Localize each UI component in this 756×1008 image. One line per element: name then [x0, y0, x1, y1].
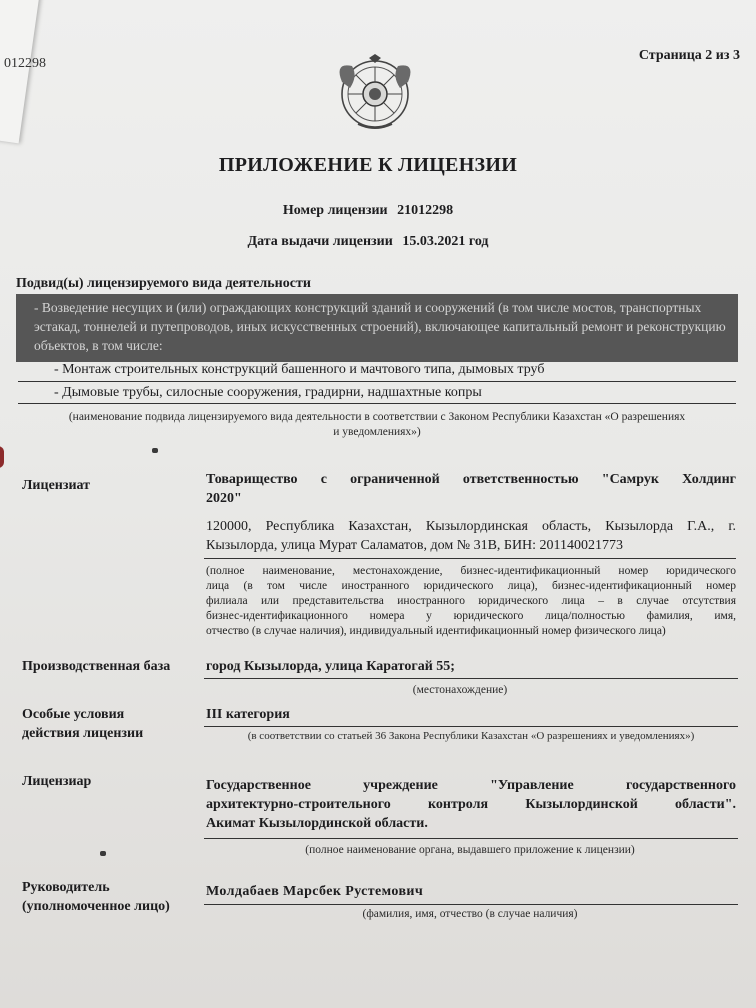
licensee-address-line: 120000, Республика Казахстан, Кызылординская область, Кызылорда Г.А., г.	[206, 519, 736, 534]
issue-date-value: 15.03.2021 год	[402, 234, 489, 249]
licensee-note-line: (полное наименование, местонахождение, бизнес-идентификационный номер юридического	[206, 565, 736, 577]
divider	[204, 904, 738, 905]
activity-heading: Подвид(ы) лицензируемого вида деятельности	[16, 276, 311, 291]
divider	[204, 838, 738, 839]
production-base-label: Производственная база	[22, 659, 171, 674]
license-number-row	[0, 203, 736, 219]
license-number-value: 21012298	[397, 203, 454, 218]
divider	[204, 726, 738, 727]
licensor-label: Лицензиар	[22, 774, 92, 789]
scan-mark	[100, 851, 106, 856]
special-conditions-value: III категория	[206, 707, 290, 722]
head-label	[22, 878, 170, 916]
special-conditions-label-line: Особые условия	[22, 707, 125, 722]
activity-note	[18, 410, 736, 440]
licensee-note-line: отчество (в случае наличия), индивидуальный идентификационный номер физического лица)	[206, 625, 666, 637]
licensee-note	[206, 564, 736, 639]
scan-mark	[152, 448, 158, 453]
activity-item: - Монтаж строительных конструкций башенного и мачтового типа, дымовых труб	[54, 362, 545, 377]
licensee-note-line: филиала или представительства иностранного юридического лица – в случае отсутствия	[206, 595, 736, 607]
head-value: Молдабаев Марсбек Рустемович	[206, 884, 424, 899]
licensor-note: (полное наименование органа, выдавшего приложение к лицензии)	[305, 844, 635, 856]
divider	[204, 558, 736, 559]
licensee-label: Лицензиат	[22, 478, 91, 493]
head-label-line: (уполномоченное лицо)	[22, 899, 170, 914]
binder-tab	[0, 446, 4, 468]
activity-note-line: и уведомлениях»)	[333, 426, 421, 438]
licensor-line: архитектурно-строительного контроля Кызылординской области".	[206, 797, 736, 812]
production-base-note: (местонахождение)	[412, 684, 508, 696]
divider	[18, 403, 736, 404]
license-number-label: Номер лицензии	[282, 203, 388, 218]
licensee-name-line: Товарищество с ограниченной ответственностью "Самрук Холдинг	[206, 472, 736, 487]
licensee-note-line: лица (в том числе иностранного юридического лица), бизнес-идентификационный номер	[206, 580, 736, 592]
activity-note-line: (наименование подвида лицензируемого вида деятельности в соответствии с Законом Республики Казахстан «О разрешениях	[68, 411, 686, 423]
document-title: ПРИЛОЖЕНИЕ К ЛИЦЕНЗИИ	[218, 154, 518, 176]
state-emblem-icon	[332, 54, 418, 132]
head-label-line: Руководитель	[22, 880, 110, 895]
issue-date-label: Дата выдачи лицензии	[247, 234, 393, 249]
production-base-value: город Кызылорда, улица Каратогай 55;	[206, 659, 455, 674]
special-conditions-label-line: действия лицензии	[22, 726, 144, 741]
licensor-line: Акимат Кызылординской области.	[206, 816, 428, 831]
divider	[18, 381, 736, 382]
activity-highlighted-text: - Возведение несущих и (или) ограждающих конструкций зданий и сооружений (в том числе мостов, транспортных эстакад, тоннелей и путепроводов, иных искусственных строений), включающее капитальный ремонт и реконструкцию объектов, в том числе:	[16, 294, 738, 362]
page-indicator: Страница 2 из 3	[638, 48, 740, 63]
licensor-line: Государственное учреждение "Управление государственного	[206, 778, 736, 793]
divider	[204, 678, 738, 679]
licensee-address-line: Кызылорда, улица Мурат Саламатов, дом № 31В, БИН: 201140021773	[206, 538, 624, 553]
activity-item: - Дымовые трубы, силосные сооружения, градирни, надшахтные копры	[54, 385, 482, 400]
licensee-name-line: 2020"	[206, 491, 242, 506]
special-conditions-note: (в соответствии со статьей 36 Закона Республики Казахстан «О разрешениях и уведомлениях»)	[247, 730, 695, 742]
head-note: (фамилия, имя, отчество (в случае наличия)	[362, 908, 578, 920]
special-conditions-label	[22, 705, 143, 743]
licensee-note-line: бизнес-идентификационного номера у юридического лица/полностью фамилия, имя,	[206, 610, 736, 622]
edge-number: 012298	[4, 56, 46, 71]
issue-date-row	[0, 234, 736, 250]
